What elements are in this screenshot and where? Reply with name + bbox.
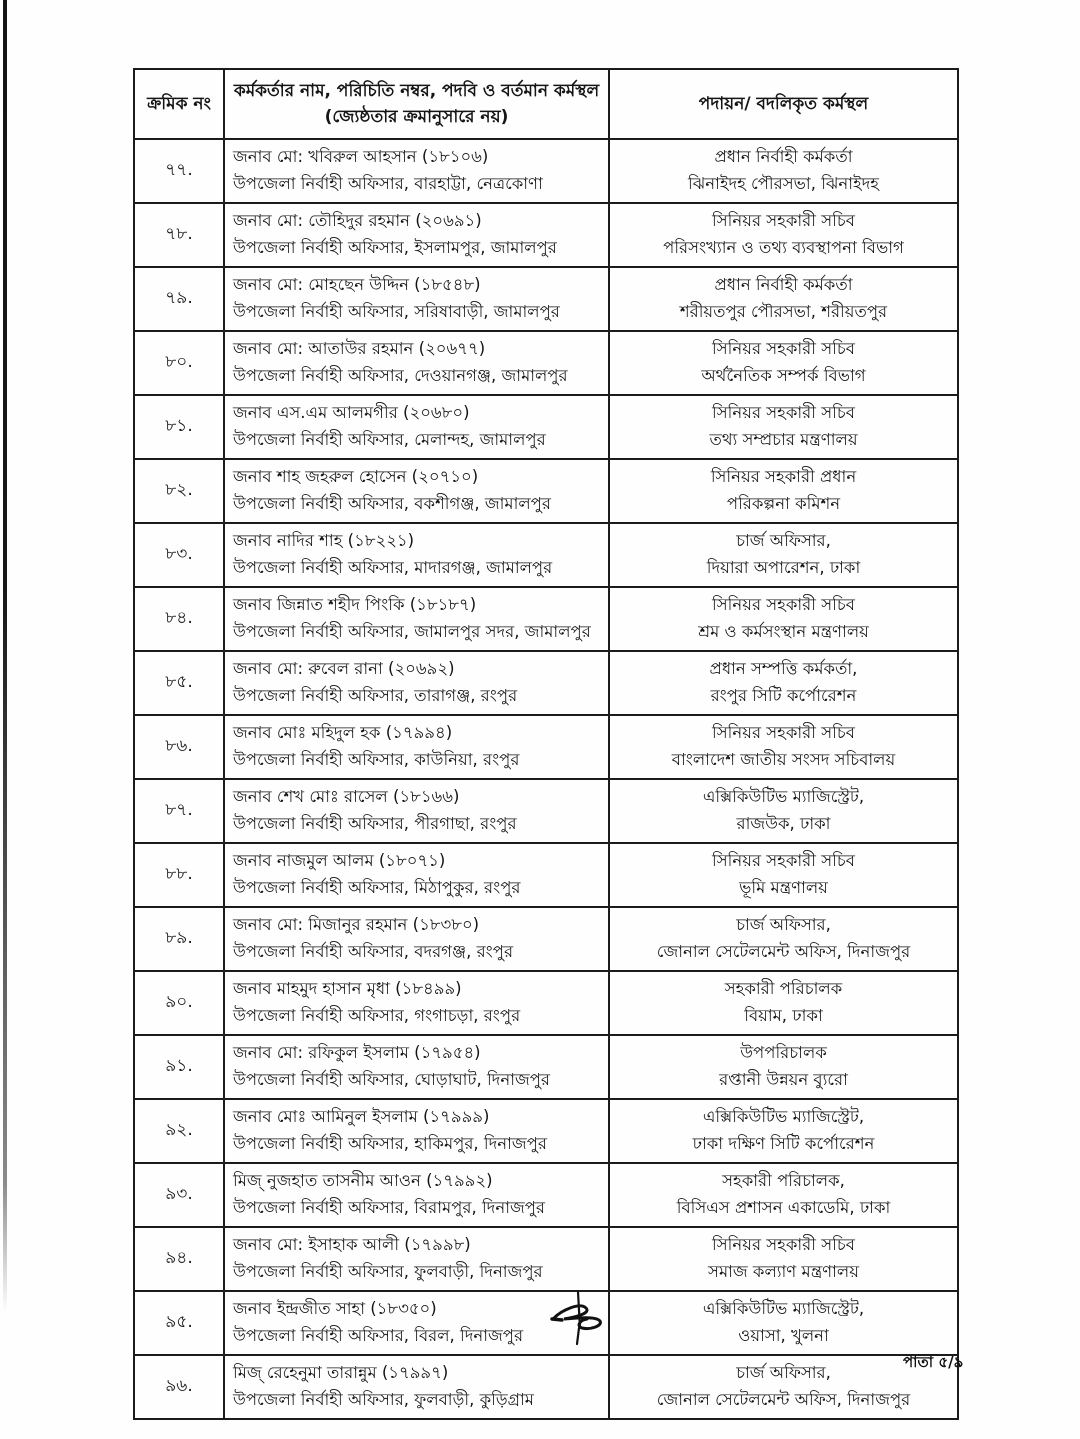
officer-current-post: উপজেলা নির্বাহী অফিসার, ঘোড়াঘাট, দিনাজপুর: [233, 1070, 551, 1089]
posting-cell: [609, 1227, 958, 1291]
officer-current-post: উপজেলা নির্বাহী অফিসার, বদরগঞ্জ, রংপুর: [233, 942, 514, 961]
table-row: [134, 843, 958, 907]
serial-cell: ৭৯.: [134, 267, 224, 331]
posting-cell: [609, 1291, 958, 1355]
officer-cell: [224, 715, 609, 779]
posting-designation: সিনিয়র সহকারী সচিব: [712, 1235, 855, 1254]
officer-current-post: উপজেলা নির্বাহী অফিসার, দেওয়ানগঞ্জ, জামালপুর: [233, 366, 568, 385]
serial-cell: ৮৫.: [134, 651, 224, 715]
table-row: [134, 1355, 958, 1419]
posting-cell: [609, 459, 958, 523]
table-row: [134, 459, 958, 523]
officer-current-post: উপজেলা নির্বাহী অফিসার, মিঠাপুকুর, রংপুর: [233, 878, 521, 897]
table-row: [134, 651, 958, 715]
posting-cell: [609, 139, 958, 203]
posting-office: জোনাল সেটেলমেন্ট অফিস, দিনাজপুর: [656, 942, 911, 961]
serial-cell: ৯১.: [134, 1035, 224, 1099]
officer-cell: [224, 779, 609, 843]
posting-designation: সিনিয়র সহকারী সচিব: [712, 403, 855, 422]
posting-designation: এক্সিকিউটিভ ম্যাজিস্ট্রেট,: [702, 1107, 865, 1126]
posting-office: ওয়াসা, খুলনা: [738, 1326, 829, 1345]
table-row: [134, 1163, 958, 1227]
serial-cell: ৮২.: [134, 459, 224, 523]
posting-designation: সিনিয়র সহকারী সচিব: [712, 339, 855, 358]
serial-cell: ৯২.: [134, 1099, 224, 1163]
officer-cell: [224, 651, 609, 715]
serial-cell: ৯০.: [134, 971, 224, 1035]
posting-designation: এক্সিকিউটিভ ম্যাজিস্ট্রেট,: [702, 1299, 865, 1318]
officer-current-post: উপজেলা নির্বাহী অফিসার, বিরল, দিনাজপুর: [233, 1326, 524, 1345]
serial-cell: ৯৪.: [134, 1227, 224, 1291]
table-row: [134, 1035, 958, 1099]
table-header-row: [134, 69, 958, 139]
posting-cell: [609, 1163, 958, 1227]
posting-designation: সিনিয়র সহকারী সচিব: [712, 723, 855, 742]
posting-office: ঢাকা দক্ষিণ সিটি কর্পোরেশন: [692, 1134, 875, 1153]
posting-cell: [609, 267, 958, 331]
officer-name: জনাব মো: খবিরুল আহসান (১৮১০৬): [233, 147, 489, 166]
serial-cell: ৮৬.: [134, 715, 224, 779]
header-officer: [224, 69, 609, 139]
table-row: [134, 715, 958, 779]
posting-designation: সিনিয়র সহকারী সচিব: [712, 595, 855, 614]
posting-office: জোনাল সেটেলমেন্ট অফিস, দিনাজপুর: [656, 1390, 911, 1409]
posting-office: অর্থনৈতিক সম্পর্ক বিভাগ: [701, 366, 866, 385]
posting-office: বিয়াম, ঢাকা: [744, 1006, 823, 1025]
table-body: [134, 139, 958, 1419]
officer-name: জনাব শেখ মোঃ রাসেল (১৮১৬৬): [233, 787, 460, 806]
posting-cell: [609, 523, 958, 587]
posting-cell: [609, 587, 958, 651]
officer-name: জনাব মো: রুবেল রানা (২০৬৯২): [233, 659, 455, 678]
posting-designation: এক্সিকিউটিভ ম্যাজিস্ট্রেট,: [702, 787, 865, 806]
posting-office: বাংলাদেশ জাতীয় সংসদ সচিবালয়: [671, 750, 896, 769]
officer-name: জনাব শাহ জহরুল হোসেন (২০৭১০): [233, 467, 479, 486]
serial-cell: ৮০.: [134, 331, 224, 395]
posting-office: পরিকল্পনা কমিশন: [726, 494, 841, 513]
posting-office: ভূমি মন্ত্রণালয়: [739, 878, 828, 897]
posting-office: বিসিএস প্রশাসন একাডেমি, ঢাকা: [676, 1198, 891, 1217]
posting-designation: প্রধান সম্পত্তি কর্মকর্তা,: [709, 659, 858, 678]
table-row: [134, 267, 958, 331]
posting-office: শ্রম ও কর্মসংস্থান মন্ত্রণালয়: [698, 622, 869, 641]
posting-designation: সহকারী পরিচালক: [724, 979, 843, 998]
posting-designation: সিনিয়র সহকারী সচিব: [712, 851, 855, 870]
posting-office: শরীয়তপুর পৌরসভা, শরীয়তপুর: [679, 302, 888, 321]
posting-cell: [609, 1099, 958, 1163]
officer-current-post: উপজেলা নির্বাহী অফিসার, বিরামপুর, দিনাজপুর: [233, 1198, 546, 1217]
posting-designation: সহকারী পরিচালক,: [722, 1171, 845, 1190]
officer-cell: [224, 1355, 609, 1419]
posting-office: রপ্তানী উন্নয়ন ব্যুরো: [719, 1070, 848, 1089]
officer-current-post: উপজেলা নির্বাহী অফিসার, বারহাট্টা, নেত্রকোণা: [233, 174, 543, 193]
officer-current-post: উপজেলা নির্বাহী অফিসার, তারাগঞ্জ, রংপুর: [233, 686, 518, 705]
officer-current-post: উপজেলা নির্বাহী অফিসার, ইসলামপুর, জামালপুর: [233, 238, 557, 257]
table-row: [134, 587, 958, 651]
officer-name: জনাব মোঃ মহিদুল হক (১৭৯৯৪): [233, 723, 453, 742]
officer-current-post: উপজেলা নির্বাহী অফিসার, হাকিমপুর, দিনাজপুর: [233, 1134, 547, 1153]
officer-cell: [224, 843, 609, 907]
table-row: [134, 1227, 958, 1291]
signature-mark: [540, 1288, 620, 1348]
officer-current-post: উপজেলা নির্বাহী অফিসার, বকশীগঞ্জ, জামালপুর: [233, 494, 551, 513]
posting-cell: [609, 971, 958, 1035]
posting-designation: প্রধান নির্বাহী কর্মকর্তা: [714, 275, 853, 294]
officer-current-post: উপজেলা নির্বাহী অফিসার, পীরগাছা, রংপুর: [233, 814, 517, 833]
serial-cell: ৮৮.: [134, 843, 224, 907]
header-serial: ক্রমিক নং: [134, 69, 224, 139]
header-posting: পদায়ন/ বদলিকৃত কর্মস্থল: [609, 69, 958, 139]
posting-office: সমাজ কল্যাণ মন্ত্রণালয়: [708, 1262, 859, 1281]
serial-cell: ৮১.: [134, 395, 224, 459]
officer-cell: [224, 267, 609, 331]
posting-designation: চার্জ অফিসার,: [736, 531, 831, 550]
table-row: [134, 203, 958, 267]
serial-cell: ৭৮.: [134, 203, 224, 267]
officer-cell: [224, 203, 609, 267]
officer-name: জনাব এস.এম আলমগীর (২০৬৮০): [233, 403, 470, 422]
serial-cell: ৮৩.: [134, 523, 224, 587]
officer-cell: [224, 587, 609, 651]
serial-cell: ৭৭.: [134, 139, 224, 203]
officer-name: জনাব মো: ইসাহাক আলী (১৭৯৯৮): [233, 1235, 471, 1254]
officer-current-post: উপজেলা নির্বাহী অফিসার, মাদারগঞ্জ, জামালপুর: [233, 558, 553, 577]
scan-edge-artifact: [3, 0, 7, 1312]
officer-current-post: উপজেলা নির্বাহী অফিসার, জামালপুর সদর, জামালপুর: [233, 622, 591, 641]
posting-designation: চার্জ অফিসার,: [736, 1363, 831, 1382]
posting-cell: [609, 907, 958, 971]
table-row: [134, 779, 958, 843]
officer-current-post: উপজেলা নির্বাহী অফিসার, ফুলবাড়ী, দিনাজপুর: [233, 1262, 543, 1281]
officer-name: জনাব মো: আতাউর রহমান (২০৬৭৭): [233, 339, 486, 358]
officer-current-post: উপজেলা নির্বাহী অফিসার, সরিষাবাড়ী, জামালপুর: [233, 302, 560, 321]
officer-name: মিজ্ রেহেনুমা তারান্নুম (১৭৯৯৭): [233, 1363, 449, 1382]
page-number: পাতা ৫/৯: [903, 1353, 964, 1371]
officer-name: জনাব জিন্নাত শহীদ পিংকি (১৮১৮৭): [233, 595, 477, 614]
officer-name: জনাব নাদির শাহ (১৮২২১): [233, 531, 415, 550]
officer-cell: [224, 971, 609, 1035]
officer-name: জনাব মো: মিজানুর রহমান (১৮৩৮০): [233, 915, 480, 934]
posting-cell: [609, 651, 958, 715]
posting-cell: [609, 331, 958, 395]
posting-cell: [609, 779, 958, 843]
header-officer-line2: (জ্যেষ্ঠতার ক্রমানুসারে নয়): [324, 107, 509, 127]
posting-office: তথ্য সম্প্রচার মন্ত্রণালয়: [709, 430, 858, 449]
table-row: [134, 523, 958, 587]
posting-designation: প্রধান নির্বাহী কর্মকর্তা: [714, 147, 853, 166]
officer-cell: [224, 1035, 609, 1099]
table-row: [134, 1099, 958, 1163]
officer-current-post: উপজেলা নির্বাহী অফিসার, মেলান্দহ, জামালপুর: [233, 430, 546, 449]
officer-name: জনাব ইন্দ্রজীত সাহা (১৮৩৫০): [233, 1299, 437, 1318]
officer-name: মিজ্ নুজহাত তাসনীম আওন (১৭৯৯২): [233, 1171, 493, 1190]
posting-designation: সিনিয়র সহকারী সচিব: [712, 211, 855, 230]
transfer-table: [133, 68, 959, 1420]
officer-name: জনাব মোঃ আমিনুল ইসলাম (১৭৯৯৯): [233, 1107, 490, 1126]
serial-cell: ৯৫.: [134, 1291, 224, 1355]
posting-designation: সিনিয়র সহকারী প্রধান: [710, 467, 857, 486]
officer-current-post: উপজেলা নির্বাহী অফিসার, গংগাচড়া, রংপুর: [233, 1006, 521, 1025]
header-officer-line1: কর্মকর্তার নাম, পরিচিতি নম্বর, পদবি ও বর্তমান কর্মস্থল: [233, 80, 600, 101]
serial-cell: ৮৭.: [134, 779, 224, 843]
posting-designation: চার্জ অফিসার,: [736, 915, 831, 934]
serial-cell: ৯৬.: [134, 1355, 224, 1419]
table-row: [134, 971, 958, 1035]
officer-cell: [224, 907, 609, 971]
officer-cell: [224, 331, 609, 395]
posting-designation: উপপরিচালক: [740, 1043, 827, 1062]
serial-cell: ৮৪.: [134, 587, 224, 651]
posting-office: পরিসংখ্যান ও তথ্য ব্যবস্থাপনা বিভাগ: [663, 238, 904, 257]
posting-office: ঝিনাইদহ পৌরসভা, ঝিনাইদহ: [688, 174, 879, 193]
officer-cell: [224, 395, 609, 459]
posting-cell: [609, 1035, 958, 1099]
officer-cell: [224, 1163, 609, 1227]
posting-cell: [609, 203, 958, 267]
posting-cell: [609, 395, 958, 459]
officer-cell: [224, 459, 609, 523]
posting-office: রংপুর সিটি কর্পোরেশন: [710, 686, 857, 705]
posting-cell: [609, 715, 958, 779]
table-row: [134, 331, 958, 395]
serial-cell: ৯৩.: [134, 1163, 224, 1227]
officer-name: জনাব মাহমুদ হাসান মৃধা (১৮৪৯৯): [233, 979, 462, 998]
posting-office: দিয়ারা অপারেশন, ঢাকা: [706, 558, 861, 577]
officer-cell: [224, 139, 609, 203]
serial-cell: ৮৯.: [134, 907, 224, 971]
officer-current-post: উপজেলা নির্বাহী অফিসার, কাউনিয়া, রংপুর: [233, 750, 520, 769]
posting-cell: [609, 843, 958, 907]
officer-name: জনাব মো: তৌহিদুর রহমান (২০৬৯১): [233, 211, 482, 230]
table-row: [134, 139, 958, 203]
officer-cell: [224, 1227, 609, 1291]
posting-office: রাজউক, ঢাকা: [736, 814, 831, 833]
officer-name: জনাব মো: মোহছেন উদ্দিন (১৮৫৪৮): [233, 275, 481, 294]
table-row: [134, 395, 958, 459]
officer-cell: [224, 523, 609, 587]
table-row: [134, 907, 958, 971]
officer-cell: [224, 1099, 609, 1163]
officer-name: জনাব নাজমুল আলম (১৮০৭১): [233, 851, 446, 870]
officer-name: জনাব মো: রফিকুল ইসলাম (১৭৯৫৪): [233, 1043, 481, 1062]
officer-current-post: উপজেলা নির্বাহী অফিসার, ফুলবাড়ী, কুড়িগ্রাম: [233, 1390, 534, 1409]
